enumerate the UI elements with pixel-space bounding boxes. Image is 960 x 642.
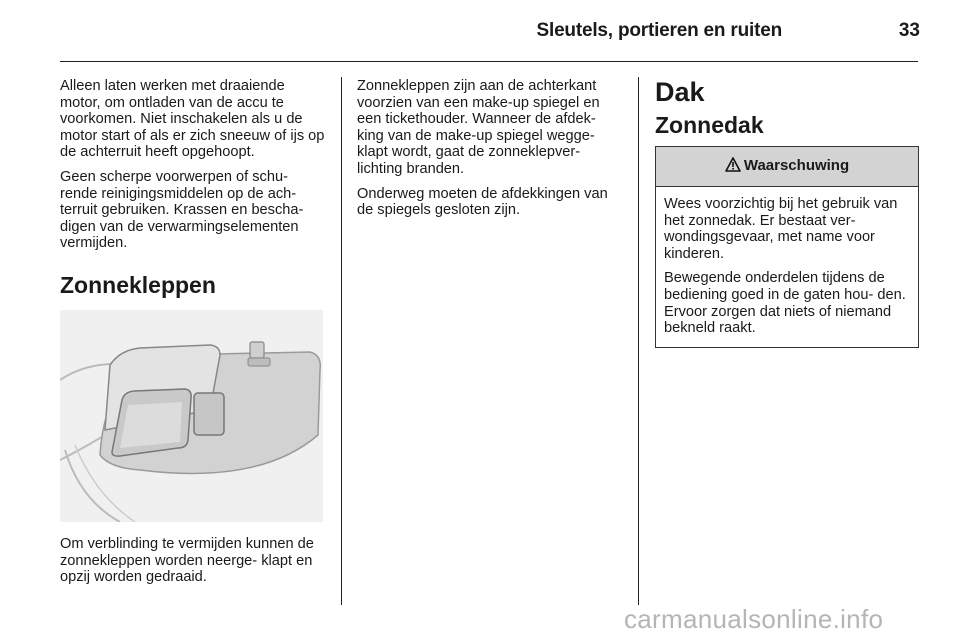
warning-body	[656, 187, 918, 347]
left-column	[60, 78, 326, 594]
middle-column	[357, 78, 623, 227]
figure-caption: Om verblinding te vermijden kunnen de zonnekleppen worden neerge- klapt en opzij worden gedraaid.	[60, 535, 314, 586]
page-number: 33	[898, 20, 920, 41]
watermark: carmanualsonline.info	[624, 604, 884, 634]
body-paragraph: Onderweg moeten de afdekkingen van de spiegels gesloten zijn.	[357, 185, 608, 219]
chapter-heading: Dak	[655, 77, 705, 107]
warning-triangle-icon	[725, 157, 741, 177]
column-divider-1	[341, 77, 342, 605]
header-divider	[60, 61, 918, 62]
body-paragraph: Geen scherpe voorwerpen of schu- rende reinigingsmiddelen op de ach- terruit gebruiken. Krassen en bescha- digen van de verwarmingselementen vermijden.	[60, 168, 304, 252]
section-heading: Zonnekleppen	[60, 271, 216, 298]
section-heading: Zonnedak	[655, 112, 764, 138]
column-divider-2	[638, 77, 639, 605]
header-title: Sleutels, portieren en ruiten	[536, 20, 782, 41]
warning-header	[656, 147, 918, 187]
sun-visor-illustration	[60, 310, 323, 522]
right-column	[655, 78, 921, 348]
warning-title: Waarschuwing	[743, 157, 850, 175]
body-paragraph: Zonnekleppen zijn aan de achterkant voorzien van een make-up spiegel en een tickethouder. Wanneer de afdek- king van de make-up spiegel wegge- klapt wordt, gaat de zonneklepver- lichting branden.	[357, 78, 600, 177]
warning-paragraph: Bewegende onderdelen tijdens de bediening goed in de gaten hou- den. Ervoor zorgen dat niets of niemand bekneld raakt.	[664, 270, 906, 337]
body-paragraph: Alleen laten werken met draaiende motor, om ontladen van de accu te voorkomen. Niet inschakelen als u de motor start of als er zich sneeuw of ijs op de achterruit heeft opgehoopt.	[60, 78, 325, 161]
warning-paragraph: Wees voorzichtig bij het gebruik van het zonnedak. Er bestaat ver- wondingsgevaar, met name voor kinderen.	[664, 196, 898, 262]
warning-box	[655, 146, 919, 348]
